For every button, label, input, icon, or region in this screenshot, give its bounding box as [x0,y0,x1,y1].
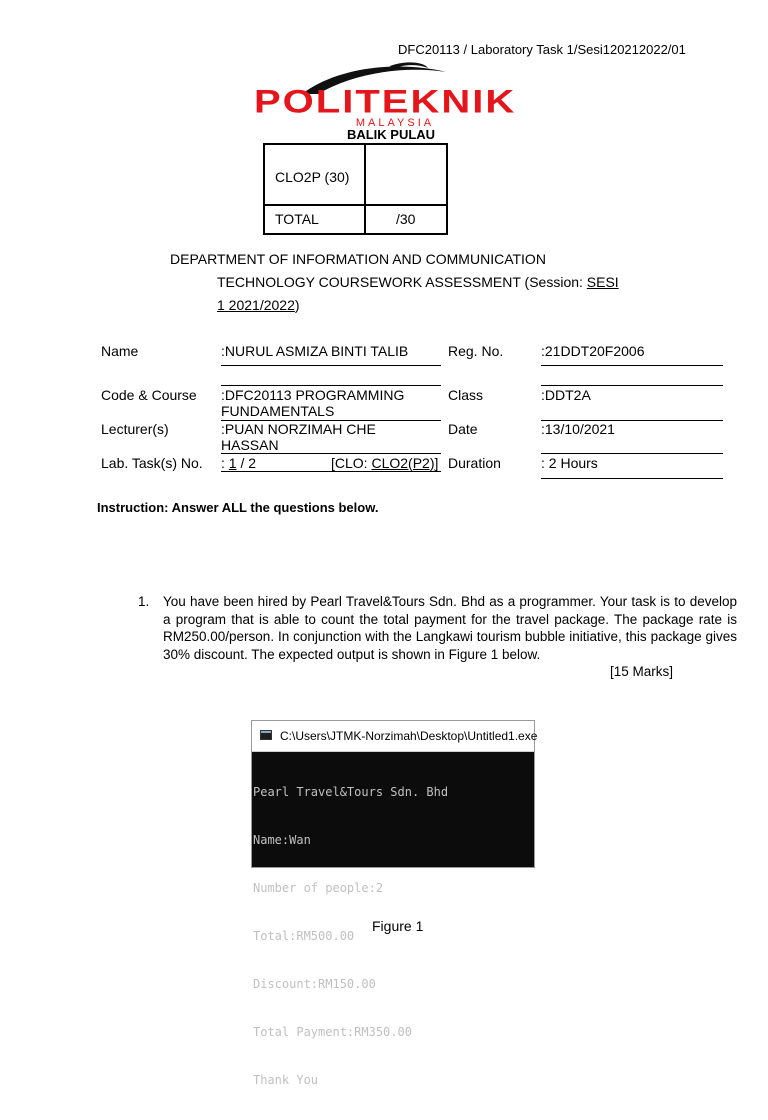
question-text: You have been hired by Pearl Travel&Tours Sdn. Bhd as a programmer. Your task is to develop a program that is able to count the total payment for the travel package. The package rate is RM250.00/person. In conjunction with the Langkawi tourism bubble initiative, this package gives 30% discount. The expected output is shown in Figure 1 below. [163,594,737,662]
department-line-3: 1 2021/2022) [217,297,300,313]
name-value: :NURUL ASMIZA BINTI TALIB [221,343,409,359]
lecturer-value-2: HASSAN [221,437,279,453]
total-score: /30 [396,211,416,227]
session-sesi: SESI [586,274,619,290]
console-line: Discount:RM150.00 [253,977,376,991]
duration-value: : 2 Hours [541,455,598,471]
lab-task-underline [221,471,441,472]
code-topline [221,385,441,386]
question-number: 1. [138,594,150,609]
lecturer-value-1: :PUAN NORZIMAH CHE [221,421,376,437]
department-line-2: TECHNOLOGY COURSEWORK ASSESSMENT (Session: SESI [217,274,619,290]
console-line: Pearl Travel&Tours Sdn. Bhd [253,785,449,799]
reg-no-value: :21DDT20F2006 [541,343,645,359]
clo2p-label: CLO2P (30) [275,169,350,185]
console-line: Total Payment:RM350.00 [253,1025,412,1039]
console-line: Name:Wan [253,833,311,847]
total-label: TOTAL [275,211,319,227]
name-underline [221,365,441,366]
date-value: :13/10/2021 [541,421,615,437]
console-title: C:\Users\JTMK-Norzimah\Desktop\Untitled1.exe [280,729,538,743]
session-year: 1 2021/2022 [217,297,295,313]
console-line: Total:RM500.00 [253,929,355,943]
clo-code: CLO2(P2) [371,455,435,471]
reg-no-label: Reg. No. [448,343,504,359]
document-reference: DFC20113 / Laboratory Task 1/Sesi120212022/01 [398,42,686,57]
code-course-value-2: FUNDAMENTALS [221,403,335,419]
logo-wordmark: POLITEKNIK [254,83,517,120]
class-value: :DDT2A [541,387,591,403]
duration-underline [541,478,723,479]
date-underline [541,453,723,454]
duration-label: Duration [448,455,501,471]
lab-task-value: : 1 / 2 [221,455,257,471]
figure-caption: Figure 1 [372,918,424,934]
logo-country: MALAYSIA [355,117,435,129]
console-line: Thank You [253,1073,319,1087]
console-title-bar [252,721,538,752]
reg-no-underline [541,365,723,366]
console-app-icon [260,730,272,740]
lab-task-number: 1 [228,455,237,471]
lecturer-underline [221,453,441,454]
class-label: Class [448,387,484,403]
score-table [263,143,448,235]
instruction: Instruction: Answer ALL the questions below. [97,500,379,515]
lecturer-label: Lecturer(s) [101,421,169,437]
logo-campus: BALIK PULAU [346,127,436,142]
code-course-value-1: :DFC20113 PROGRAMMING [221,387,405,403]
console-output [253,752,448,1120]
department-line-1: DEPARTMENT OF INFORMATION AND COMMUNICATION [170,251,546,267]
clo-value: [CLO: CLO2(P2)] [331,455,439,471]
question-marks: [15 Marks] [610,664,674,679]
class-topline [541,385,723,386]
name-label: Name [101,343,139,359]
date-label: Date [448,421,478,437]
console-line: Number of people:2 [253,881,384,895]
code-course-label: Code & Course [101,387,197,403]
lab-task-label: Lab. Task(s) No. [101,455,203,471]
